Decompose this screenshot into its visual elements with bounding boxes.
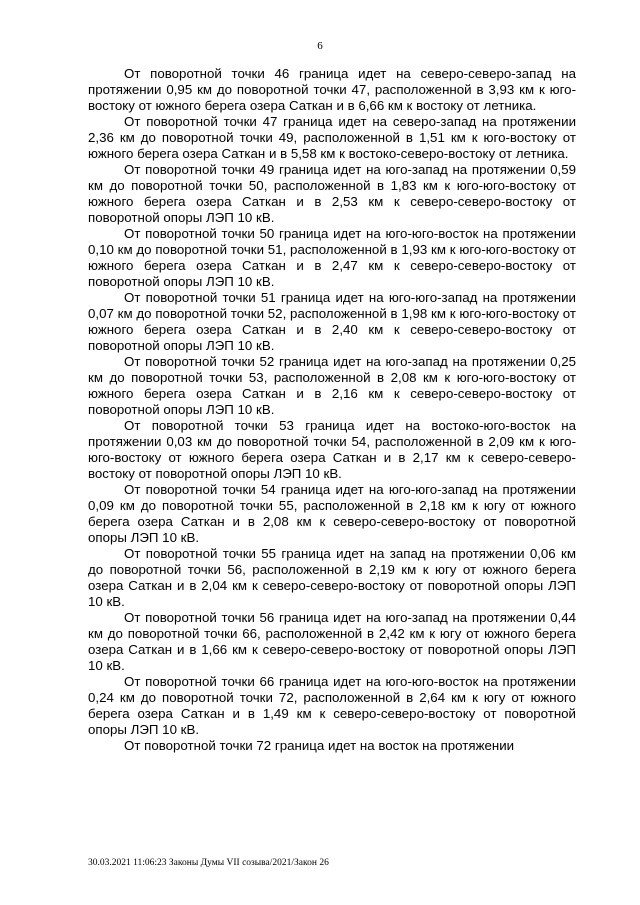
- paragraph-point-72: От поворотной точки 72 граница идет на восток на протяжении: [124, 738, 515, 753]
- paragraph-point-56: От поворотной точки 56 граница идет на юго-запад на протяжении 0,44 км до поворотной точки 66, расположенной в 2,42 км к югу от южного берега озера Саткан и в 1,66 км к северо-северо-востоку от поворотной опоры ЛЭП 10 кВ.: [88, 610, 576, 673]
- paragraph-point-53: От поворотной точки 53 граница идет на востоко-юго-восток на протяжении 0,03 км до поворотной точки 54, расположенной в 2,09 км к юго-юго-востоку от южного берега озера Саткан и в 2,17 км к северо-северо-востоку от поворотной опоры ЛЭП 10 кВ.: [88, 418, 576, 481]
- paragraph-point-55: От поворотной точки 55 граница идет на запад на протяжении 0,06 км до поворотной точки 56, расположенной в 2,19 км к югу от южного берега озера Саткан и в 2,04 км к северо-северо-востоку от поворотной опоры ЛЭП 10 кВ.: [88, 546, 576, 609]
- paragraph-point-49: От поворотной точки 49 граница идет на юго-запад на протяжении 0,59 км до поворотной точки 50, расположенной в 1,83 км к юго-юго-востоку от южного берега озера Саткан и в 2,53 км к северо-северо-востоку от поворотной опоры ЛЭП 10 кВ.: [88, 162, 576, 225]
- paragraph-point-66: От поворотной точки 66 граница идет на юго-юго-восток на протяжении 0,24 км до поворотной точки 72, расположенной в 2,64 км к югу от южного берега озера Саткан и в 1,49 км к северо-северо-востоку от поворотной опоры ЛЭП 10 кВ.: [88, 674, 576, 737]
- document-footer: 30.03.2021 11:06:23 Законы Думы VII созыва/2021/Закон 26: [88, 858, 329, 868]
- paragraph-point-46: От поворотной точки 46 граница идет на северо-северо-запад на протяжении 0,95 км до поворотной точки 47, расположенной в 3,93 км к юго-востоку от южного берега озера Саткан и в 6,66 км к востоку от летника.: [88, 66, 576, 113]
- page-number: 6: [317, 40, 323, 52]
- paragraph-point-54: От поворотной точки 54 граница идет на юго-юго-запад на протяжении 0,09 км до поворотной точки 55, расположенной в 2,18 км к югу от южного берега озера Саткан и в 2,08 км к северо-северо-востоку от поворотной опоры ЛЭП 10 кВ.: [88, 482, 576, 545]
- paragraph-point-51: От поворотной точки 51 граница идет на юго-юго-запад на протяжении 0,07 км до поворотной точки 52, расположенной в 1,98 км к юго-юго-востоку от южного берега озера Саткан и в 2,40 км к северо-северо-востоку от поворотной опоры ЛЭП 10 кВ.: [88, 290, 576, 353]
- paragraph-point-50: От поворотной точки 50 граница идет на юго-юго-восток на протяжении 0,10 км до поворотной точки 51, расположенной в 1,93 км к юго-юго-востоку от южного берега озера Саткан и в 2,47 км к северо-северо-востоку от поворотной опоры ЛЭП 10 кВ.: [88, 226, 576, 289]
- document-body: [88, 66, 576, 754]
- paragraph-point-47: От поворотной точки 47 граница идет на северо-запад на протяжении 2,36 км до поворотной точки 49, расположенной в 1,51 км к юго-востоку от южного берега озера Саткан и в 5,58 км к востоко-северо-востоку от летника.: [88, 114, 576, 161]
- paragraph-point-52: От поворотной точки 52 граница идет на юго-запад на протяжении 0,25 км до поворотной точки 53, расположенной в 2,08 км к юго-юго-востоку от южного берега озера Саткан и в 2,16 км к северо-северо-востоку от поворотной опоры ЛЭП 10 кВ.: [88, 354, 576, 417]
